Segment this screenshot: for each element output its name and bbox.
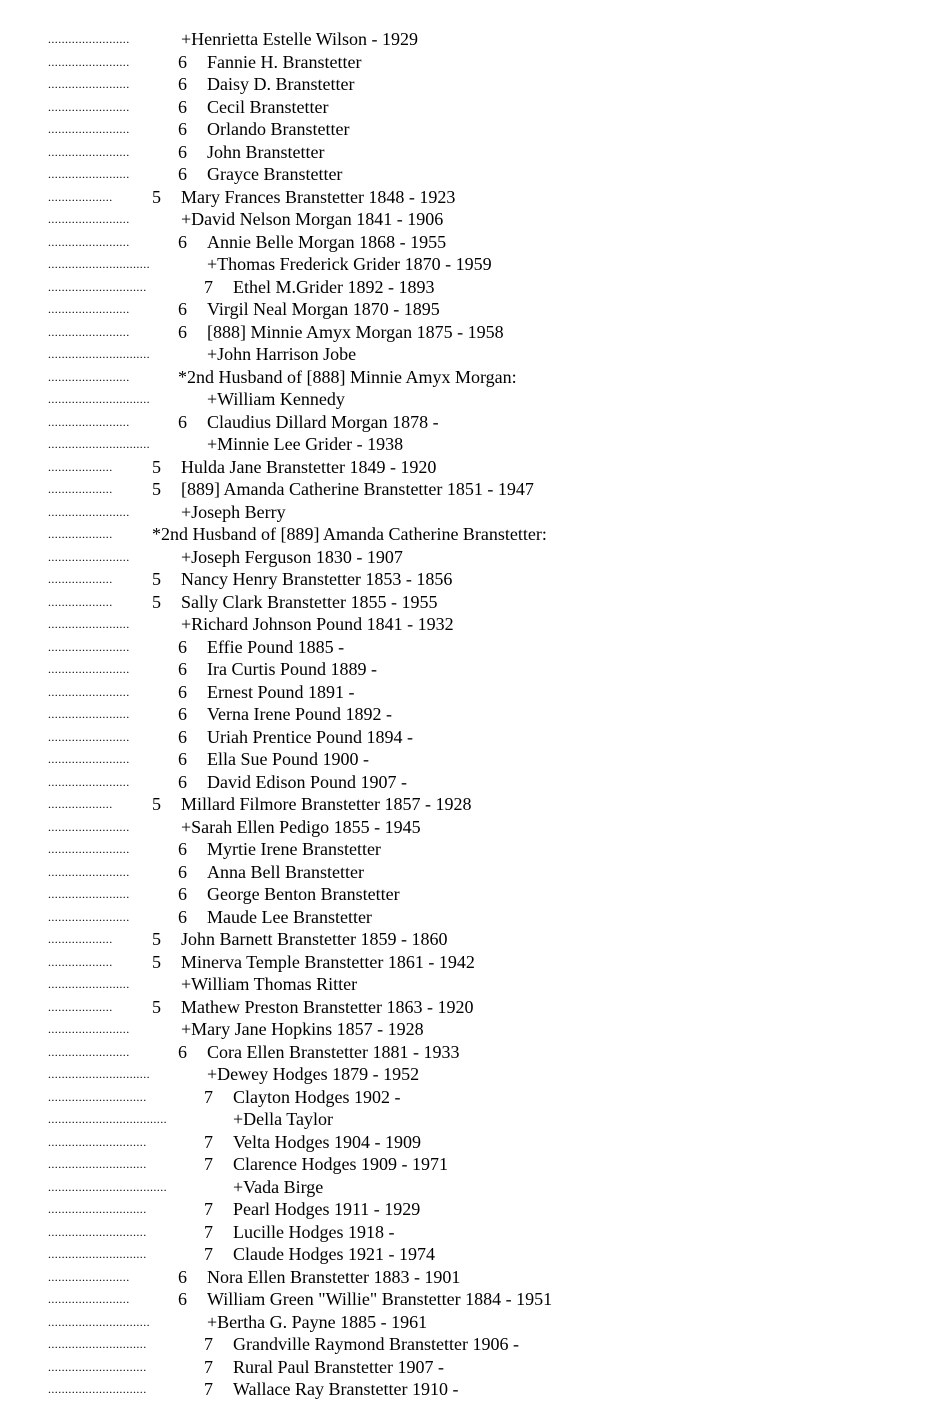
spouse-row xyxy=(0,433,932,456)
person-entry: John Barnett Branstetter 1859 - 1860 xyxy=(181,929,448,949)
generation-number: 6 xyxy=(178,659,187,679)
generation-number: 6 xyxy=(178,771,187,792)
generation-number: 7 xyxy=(204,1334,213,1354)
person-entry: Nora Ellen Branstetter 1883 - 1901 xyxy=(207,1266,461,1287)
generation-number: 6 xyxy=(178,726,187,747)
person-entry: +Joseph Berry xyxy=(181,501,286,522)
person-entry: *2nd Husband of [888] Minnie Amyx Morgan: xyxy=(178,366,517,387)
person-entry: Velta Hodges 1904 - 1909 xyxy=(233,1131,421,1152)
person-entry: Cecil Branstetter xyxy=(207,96,329,117)
person-entry: George Benton Branstetter xyxy=(207,884,400,904)
person-entry: +Mary Jane Hopkins 1857 - 1928 xyxy=(181,1019,424,1039)
dot-leader: ............................. xyxy=(48,1157,147,1171)
descendant-row xyxy=(0,951,932,974)
generation-number: 6 xyxy=(178,141,187,162)
person-entry: Mary Frances Branstetter 1848 - 1923 xyxy=(181,186,456,207)
person-entry: [888] Minnie Amyx Morgan 1875 - 1958 xyxy=(207,321,504,342)
descendant-row xyxy=(0,636,932,659)
dot-leader: .............................. xyxy=(48,1067,150,1081)
descendant-row xyxy=(0,883,932,906)
person-entry: William Green "Willie" Branstetter 1884 - 1951 xyxy=(207,1289,553,1309)
descendant-row xyxy=(0,726,932,749)
descendant-row xyxy=(0,456,932,479)
descendant-row xyxy=(0,568,932,591)
person-entry: Daisy D. Branstetter xyxy=(207,74,355,94)
dot-leader: ............................. xyxy=(48,1202,147,1216)
descendant-row xyxy=(0,748,932,771)
descendant-row xyxy=(0,928,932,951)
dot-leader: ........................ xyxy=(48,324,130,339)
dot-leader: ........................ xyxy=(48,1292,130,1306)
person-entry: Ella Sue Pound 1900 - xyxy=(207,749,369,769)
dot-leader: .............................. xyxy=(48,437,150,451)
descendant-row xyxy=(0,861,932,884)
dot-leader: ................................... xyxy=(48,1179,167,1194)
generation-number: 7 xyxy=(204,276,213,297)
generation-number: 6 xyxy=(178,231,187,252)
dot-leader: .............................. xyxy=(48,257,150,271)
descendant-row xyxy=(0,1356,932,1379)
person-entry: Orlando Branstetter xyxy=(207,119,350,139)
spouse-note-row xyxy=(0,523,932,546)
descendant-row xyxy=(0,1378,932,1401)
spouse-row xyxy=(0,816,932,839)
dot-leader: ........................ xyxy=(48,752,130,766)
dot-leader: ............................. xyxy=(48,1337,147,1351)
dot-leader: ........................ xyxy=(48,684,130,699)
person-entry: Nancy Henry Branstetter 1853 - 1856 xyxy=(181,569,453,589)
person-entry: Uriah Prentice Pound 1894 - xyxy=(207,726,413,747)
descendant-row xyxy=(0,591,932,614)
dot-leader: ................... xyxy=(48,932,113,946)
person-entry: Fannie H. Branstetter xyxy=(207,51,362,72)
person-entry: Clayton Hodges 1902 - xyxy=(233,1086,401,1107)
generation-number: 7 xyxy=(204,1086,213,1107)
dot-leader: ........................ xyxy=(48,234,130,249)
generation-number: 5 xyxy=(152,479,161,499)
spouse-row xyxy=(0,1063,932,1086)
generation-number: 6 xyxy=(178,411,187,432)
descendant-row xyxy=(0,51,932,74)
person-entry: +William Kennedy xyxy=(207,389,345,409)
descendant-row xyxy=(0,1041,932,1064)
dot-leader: ........................ xyxy=(48,302,130,316)
dot-leader: ........................ xyxy=(48,1022,130,1036)
person-entry: David Edison Pound 1907 - xyxy=(207,771,407,792)
spouse-row xyxy=(0,388,932,411)
dot-leader: .............................. xyxy=(48,347,150,361)
descendant-row xyxy=(0,298,932,321)
person-entry: +Richard Johnson Pound 1841 - 1932 xyxy=(181,614,454,634)
dot-leader: ................................... xyxy=(48,1112,167,1126)
dot-leader: ........................ xyxy=(48,864,130,879)
spouse-row xyxy=(0,501,932,524)
descendant-row xyxy=(0,1198,932,1221)
person-entry: Annie Belle Morgan 1868 - 1955 xyxy=(207,231,447,252)
person-entry: Wallace Ray Branstetter 1910 - xyxy=(233,1379,459,1399)
person-entry: Claude Hodges 1921 - 1974 xyxy=(233,1244,435,1264)
person-entry: +Thomas Frederick Grider 1870 - 1959 xyxy=(207,254,492,274)
dot-leader: ................... xyxy=(48,572,113,586)
descendant-row xyxy=(0,906,932,929)
spouse-row xyxy=(0,613,932,636)
spouse-row xyxy=(0,253,932,276)
dot-leader: ............................. xyxy=(48,1134,147,1149)
dot-leader: ............................. xyxy=(48,1359,147,1374)
generation-number: 6 xyxy=(178,299,187,319)
dot-leader: ........................ xyxy=(48,144,130,159)
dot-leader: .............................. xyxy=(48,1314,150,1329)
person-entry: Lucille Hodges 1918 - xyxy=(233,1221,395,1242)
dot-leader: ........................ xyxy=(48,414,130,429)
generation-number: 6 xyxy=(178,96,187,117)
person-entry: Rural Paul Branstetter 1907 - xyxy=(233,1356,444,1377)
generation-number: 7 xyxy=(204,1379,213,1399)
person-entry: +Della Taylor xyxy=(233,1109,334,1129)
generation-number: 5 xyxy=(152,929,161,949)
dot-leader: ........................ xyxy=(48,909,130,924)
dot-leader: ........................ xyxy=(48,167,130,181)
generation-number: 6 xyxy=(178,1041,187,1062)
dot-leader: ........................ xyxy=(48,729,130,744)
person-entry: +Dewey Hodges 1879 - 1952 xyxy=(207,1064,420,1084)
dot-leader: ........................ xyxy=(48,369,130,384)
dot-leader: ........................ xyxy=(48,887,130,901)
descendant-row xyxy=(0,771,932,794)
dot-leader: ............................. xyxy=(48,1089,147,1104)
dot-leader: ........................ xyxy=(48,707,130,721)
dot-leader: ................... xyxy=(48,797,113,811)
dot-leader: .............................. xyxy=(48,392,150,406)
generation-number: 6 xyxy=(178,884,187,904)
generation-number: 7 xyxy=(204,1131,213,1152)
descendant-row xyxy=(0,321,932,344)
dot-leader: ............................. xyxy=(48,279,147,294)
person-entry: Cora Ellen Branstetter 1881 - 1933 xyxy=(207,1041,460,1062)
spouse-note-row xyxy=(0,366,932,389)
generation-number: 6 xyxy=(178,1266,187,1287)
spouse-row xyxy=(0,973,932,996)
generation-number: 5 xyxy=(152,186,161,207)
person-entry: Claudius Dillard Morgan 1878 - xyxy=(207,411,439,432)
person-entry: Maude Lee Branstetter xyxy=(207,906,372,927)
descendant-report xyxy=(0,28,932,1401)
spouse-row xyxy=(0,28,932,51)
descendant-row xyxy=(0,231,932,254)
dot-leader: ........................ xyxy=(48,842,130,856)
person-entry: Ira Curtis Pound 1889 - xyxy=(207,659,377,679)
person-entry: Verna Irene Pound 1892 - xyxy=(207,704,392,724)
spouse-row xyxy=(0,1018,932,1041)
generation-number: 7 xyxy=(204,1244,213,1264)
generation-number: 5 xyxy=(152,456,161,477)
person-entry: +Bertha G. Payne 1885 - 1961 xyxy=(207,1311,428,1332)
generation-number: 5 xyxy=(152,951,161,972)
generation-number: 5 xyxy=(152,569,161,589)
descendant-row xyxy=(0,1288,932,1311)
descendant-row xyxy=(0,996,932,1019)
person-entry: +Vada Birge xyxy=(233,1176,324,1197)
person-entry: [889] Amanda Catherine Branstetter 1851 - 1947 xyxy=(181,479,534,499)
person-entry: John Branstetter xyxy=(207,141,325,162)
person-entry: Myrtie Irene Branstetter xyxy=(207,839,381,859)
dot-leader: ........................ xyxy=(48,54,130,69)
person-entry: Millard Filmore Branstetter 1857 - 1928 xyxy=(181,794,472,814)
descendant-row xyxy=(0,96,932,119)
spouse-row xyxy=(0,1108,932,1131)
person-entry: *2nd Husband of [889] Amanda Catherine Branstetter: xyxy=(152,524,547,544)
spouse-row xyxy=(0,1176,932,1199)
person-entry: +David Nelson Morgan 1841 - 1906 xyxy=(181,209,444,229)
descendant-row xyxy=(0,1086,932,1109)
generation-number: 6 xyxy=(178,74,187,94)
dot-leader: ................... xyxy=(48,482,113,496)
generation-number: 7 xyxy=(204,1154,213,1174)
person-entry: Sally Clark Branstetter 1855 - 1955 xyxy=(181,591,438,612)
generation-number: 6 xyxy=(178,681,187,702)
person-entry: Pearl Hodges 1911 - 1929 xyxy=(233,1199,421,1219)
descendant-row xyxy=(0,163,932,186)
descendant-row xyxy=(0,118,932,141)
person-entry: Virgil Neal Morgan 1870 - 1895 xyxy=(207,299,440,319)
descendant-row xyxy=(0,793,932,816)
generation-number: 6 xyxy=(178,636,187,657)
dot-leader: ................... xyxy=(48,459,113,474)
generation-number: 6 xyxy=(178,906,187,927)
spouse-row xyxy=(0,1311,932,1334)
descendant-row xyxy=(0,1243,932,1266)
generation-number: 6 xyxy=(178,839,187,859)
generation-number: 7 xyxy=(204,1356,213,1377)
dot-leader: ........................ xyxy=(48,32,130,46)
dot-leader: ........................ xyxy=(48,504,130,519)
dot-leader: ........................ xyxy=(48,122,130,136)
generation-number: 5 xyxy=(152,591,161,612)
generation-number: 6 xyxy=(178,51,187,72)
generation-number: 7 xyxy=(204,1221,213,1242)
descendant-row xyxy=(0,411,932,434)
dot-leader: ........................ xyxy=(48,77,130,91)
dot-leader: ................... xyxy=(48,527,113,541)
dot-leader: ........................ xyxy=(48,1044,130,1059)
generation-number: 6 xyxy=(178,704,187,724)
spouse-row xyxy=(0,546,932,569)
descendant-row xyxy=(0,141,932,164)
dot-leader: ........................ xyxy=(48,977,130,991)
dot-leader: ........................ xyxy=(48,617,130,631)
person-entry: +Minnie Lee Grider - 1938 xyxy=(207,434,404,454)
spouse-row xyxy=(0,343,932,366)
person-entry: Ernest Pound 1891 - xyxy=(207,681,355,702)
person-entry: Mathew Preston Branstetter 1863 - 1920 xyxy=(181,996,474,1017)
generation-number: 6 xyxy=(178,1289,187,1309)
generation-number: 6 xyxy=(178,321,187,342)
descendant-row xyxy=(0,1131,932,1154)
descendant-row xyxy=(0,1153,932,1176)
dot-leader: ................... xyxy=(48,594,113,609)
dot-leader: ........................ xyxy=(48,819,130,834)
person-entry: Minerva Temple Branstetter 1861 - 1942 xyxy=(181,951,475,972)
dot-leader: ........................ xyxy=(48,549,130,564)
person-entry: Hulda Jane Branstetter 1849 - 1920 xyxy=(181,456,437,477)
dot-leader: ................... xyxy=(48,999,113,1014)
dot-leader: ........................ xyxy=(48,774,130,789)
person-entry: +Henrietta Estelle Wilson - 1929 xyxy=(181,29,419,49)
person-entry: Anna Bell Branstetter xyxy=(207,861,364,882)
dot-leader: ........................ xyxy=(48,99,130,114)
descendant-row xyxy=(0,658,932,681)
person-entry: +Joseph Ferguson 1830 - 1907 xyxy=(181,546,403,567)
person-entry: Ethel M.Grider 1892 - 1893 xyxy=(233,276,435,297)
generation-number: 5 xyxy=(152,996,161,1017)
dot-leader: ........................ xyxy=(48,1269,130,1284)
generation-number: 7 xyxy=(204,1199,213,1219)
dot-leader: ........................ xyxy=(48,662,130,676)
person-entry: Clarence Hodges 1909 - 1971 xyxy=(233,1154,448,1174)
descendant-row xyxy=(0,1333,932,1356)
dot-leader: ........................ xyxy=(48,212,130,226)
person-entry: +William Thomas Ritter xyxy=(181,974,358,994)
dot-leader: ............................. xyxy=(48,1382,147,1396)
person-entry: Grandville Raymond Branstetter 1906 - xyxy=(233,1334,519,1354)
dot-leader: ............................. xyxy=(48,1247,147,1261)
person-entry: Grayce Branstetter xyxy=(207,164,343,184)
generation-number: 6 xyxy=(178,119,187,139)
descendant-row xyxy=(0,478,932,501)
descendant-row xyxy=(0,681,932,704)
descendant-row xyxy=(0,703,932,726)
generation-number: 5 xyxy=(152,794,161,814)
dot-leader: ................... xyxy=(48,189,113,204)
person-entry: Effie Pound 1885 - xyxy=(207,636,345,657)
descendant-row xyxy=(0,1221,932,1244)
person-entry: +Sarah Ellen Pedigo 1855 - 1945 xyxy=(181,816,421,837)
dot-leader: ........................ xyxy=(48,639,130,654)
descendant-row xyxy=(0,838,932,861)
descendant-row xyxy=(0,1266,932,1289)
descendant-row xyxy=(0,186,932,209)
descendant-row xyxy=(0,276,932,299)
spouse-row xyxy=(0,208,932,231)
descendant-row xyxy=(0,73,932,96)
generation-number: 6 xyxy=(178,861,187,882)
dot-leader: ................... xyxy=(48,954,113,969)
generation-number: 6 xyxy=(178,164,187,184)
dot-leader: ............................. xyxy=(48,1224,147,1239)
person-entry: +John Harrison Jobe xyxy=(207,344,357,364)
generation-number: 6 xyxy=(178,749,187,769)
